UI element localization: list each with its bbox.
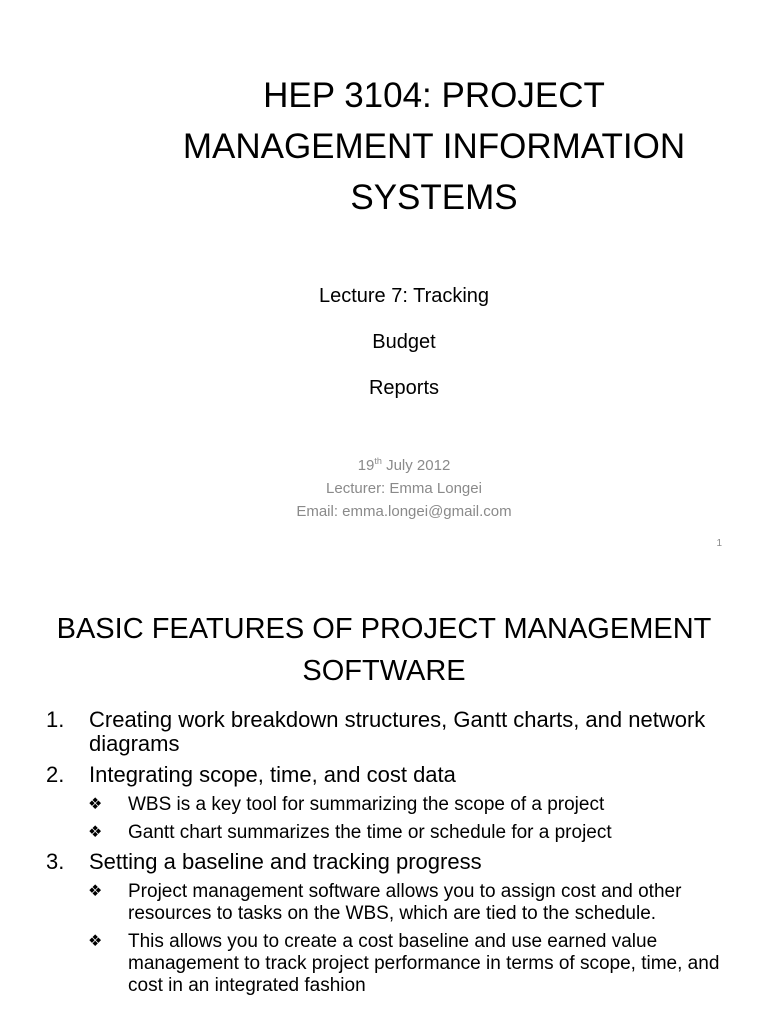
title-line: BASIC FEATURES OF PROJECT MANAGEMENT — [56, 613, 712, 645]
title-line: MANAGEMENT INFORMATION — [182, 127, 686, 166]
slide-1-subtitle — [254, 278, 554, 416]
sub-bullet — [0, 794, 768, 816]
list-item — [0, 850, 768, 874]
sub-bullet-text: This allows you to create a cost baseline and use earned value management to track project performance in terms of scope, time, and cost in an integrated fashion — [128, 931, 720, 996]
sub-bullet — [0, 822, 768, 844]
title-line: SOFTWARE — [302, 655, 466, 687]
item-text: Setting a baseline and tracking progress — [89, 849, 482, 874]
sub-bullet-text: Gantt chart summarizes the time or schedule for a project — [128, 822, 612, 843]
item-text: Integrating scope, time, and cost data — [89, 762, 456, 787]
date-day: 19 — [357, 457, 375, 474]
slide-number: 1 — [716, 538, 722, 549]
date-rest: July 2012 — [381, 457, 451, 474]
lecturer-email: Email: emma.longei@gmail.com — [296, 503, 512, 520]
list-item — [0, 763, 768, 787]
subtitle-line: Reports — [368, 377, 440, 399]
sub-bullet — [0, 931, 768, 997]
diamond-bullet-icon: ❖ — [88, 796, 103, 813]
title-line: SYSTEMS — [350, 178, 518, 217]
diamond-bullet-icon: ❖ — [88, 933, 103, 950]
slide-2-title — [40, 608, 728, 692]
sub-bullet-text: WBS is a key tool for summarizing the scope of a project — [128, 794, 605, 815]
lecture-meta — [214, 450, 594, 523]
list-item — [0, 708, 768, 756]
sub-bullet — [0, 881, 768, 925]
item-text: Creating work breakdown structures, Gantt charts, and network diagrams — [89, 707, 706, 756]
item-number: 3. — [46, 849, 65, 874]
subtitle-line: Budget — [372, 331, 436, 353]
date-suffix: th — [374, 456, 382, 466]
subtitle-line: Lecture 7: Tracking — [318, 285, 490, 307]
lecturer-name: Lecturer: Emma Longei — [326, 480, 482, 497]
diamond-bullet-icon: ❖ — [88, 824, 103, 841]
title-line: HEP 3104: PROJECT — [263, 76, 605, 115]
feature-list — [0, 708, 768, 1003]
slide-1-title — [130, 70, 738, 223]
slide-2 — [0, 576, 768, 1024]
item-number: 2. — [46, 762, 65, 787]
sub-bullet-text: Project management software allows you to assign cost and other resources to tasks on the WBS, which are tied to the schedule. — [128, 881, 682, 924]
diamond-bullet-icon: ❖ — [88, 883, 103, 900]
lecture-date — [214, 450, 594, 477]
item-number: 1. — [46, 707, 65, 732]
